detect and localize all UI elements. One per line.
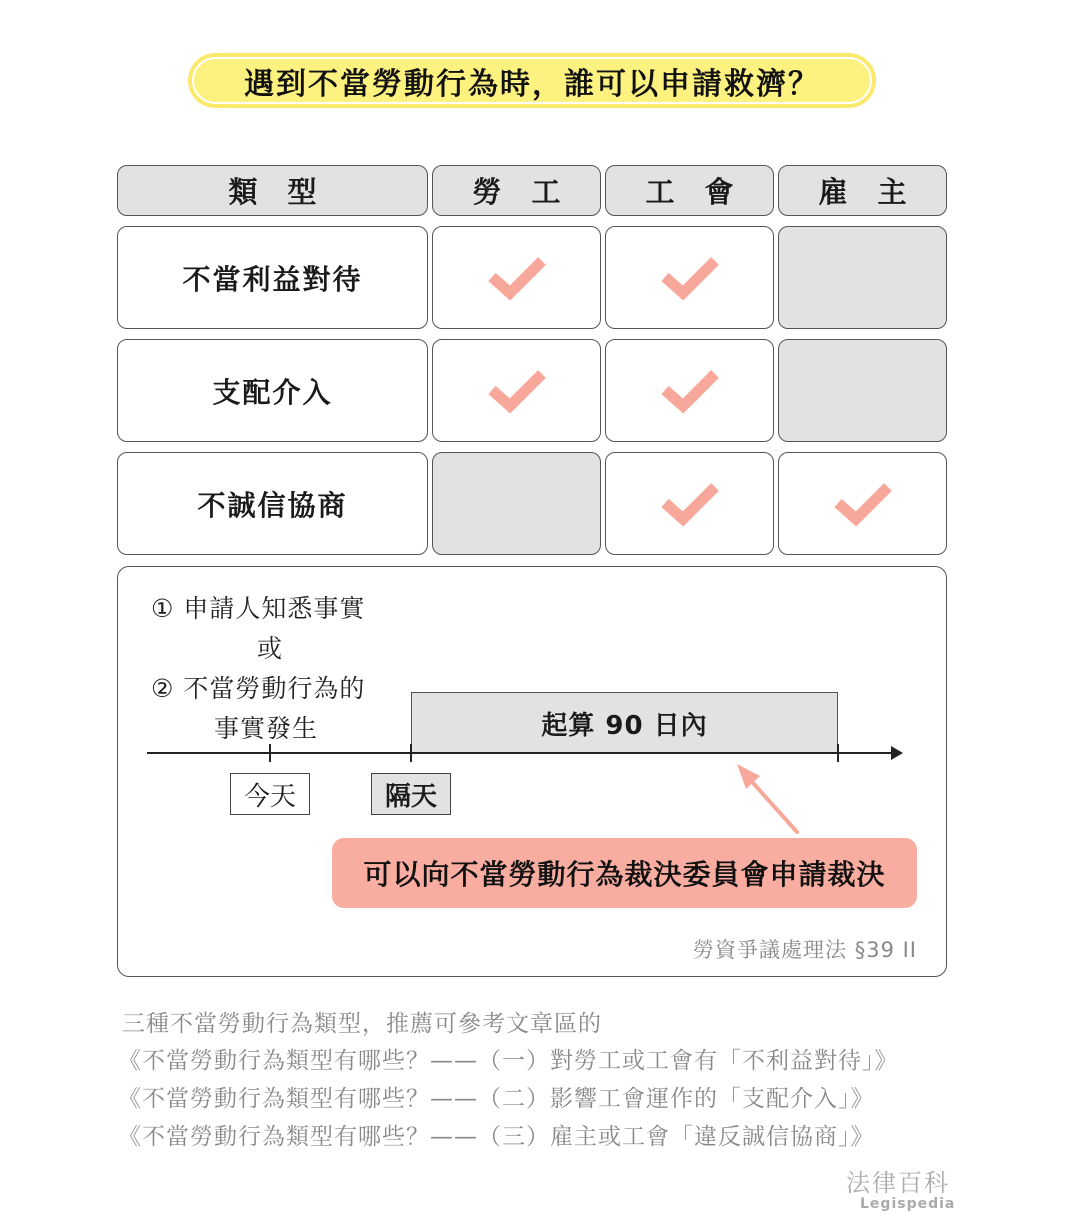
next-day-box: 隔天 xyxy=(371,773,451,815)
header-union: 工會 xyxy=(605,165,774,216)
step2-line2-text: 事實發生 xyxy=(214,714,319,743)
brand-subtitle: Legispedia xyxy=(860,1196,956,1212)
or-text: 或 xyxy=(257,634,284,663)
step1-text: ① 申請人知悉事實 xyxy=(151,594,366,623)
citation: 勞資爭議處理法 §39 II xyxy=(693,938,917,962)
header-type: 類型 xyxy=(117,165,428,216)
page-title: 遇到不當勞動行為時，誰可以申請救濟？ xyxy=(192,57,872,104)
row-label-unfair-treatment: 不當利益對待 xyxy=(117,226,428,329)
step2-line1-text: ② 不當勞動行為的 xyxy=(151,674,366,703)
row-label-control-interference: 支配介入 xyxy=(117,339,428,442)
callout-box xyxy=(332,838,917,908)
today-box: 今天 xyxy=(230,773,310,815)
callout-text: 可以向不當勞動行為裁決委員會申請裁決 xyxy=(363,858,886,891)
article-link-3[interactable]: 《不當勞動行為類型有哪些？——（三）雇主或工會「違反誠信協商」》 xyxy=(118,1124,875,1150)
header-worker: 勞工 xyxy=(432,165,601,216)
header-employer: 雇主 xyxy=(778,165,947,216)
notes-intro: 三種不當勞動行為類型，推薦可參考文章區的 xyxy=(122,1011,602,1037)
row-label-bad-faith-bargaining: 不誠信協商 xyxy=(117,452,428,555)
article-link-2[interactable]: 《不當勞動行為類型有哪些？——（二）影響工會運作的「支配介入」》 xyxy=(118,1086,875,1112)
brand-logo-text: 法律百科 xyxy=(846,1169,950,1197)
article-link-1[interactable]: 《不當勞動行為類型有哪些？——（一）對勞工或工會有「不利益對待」》 xyxy=(118,1048,899,1074)
period-label: 起算 90 日內 xyxy=(541,710,708,741)
